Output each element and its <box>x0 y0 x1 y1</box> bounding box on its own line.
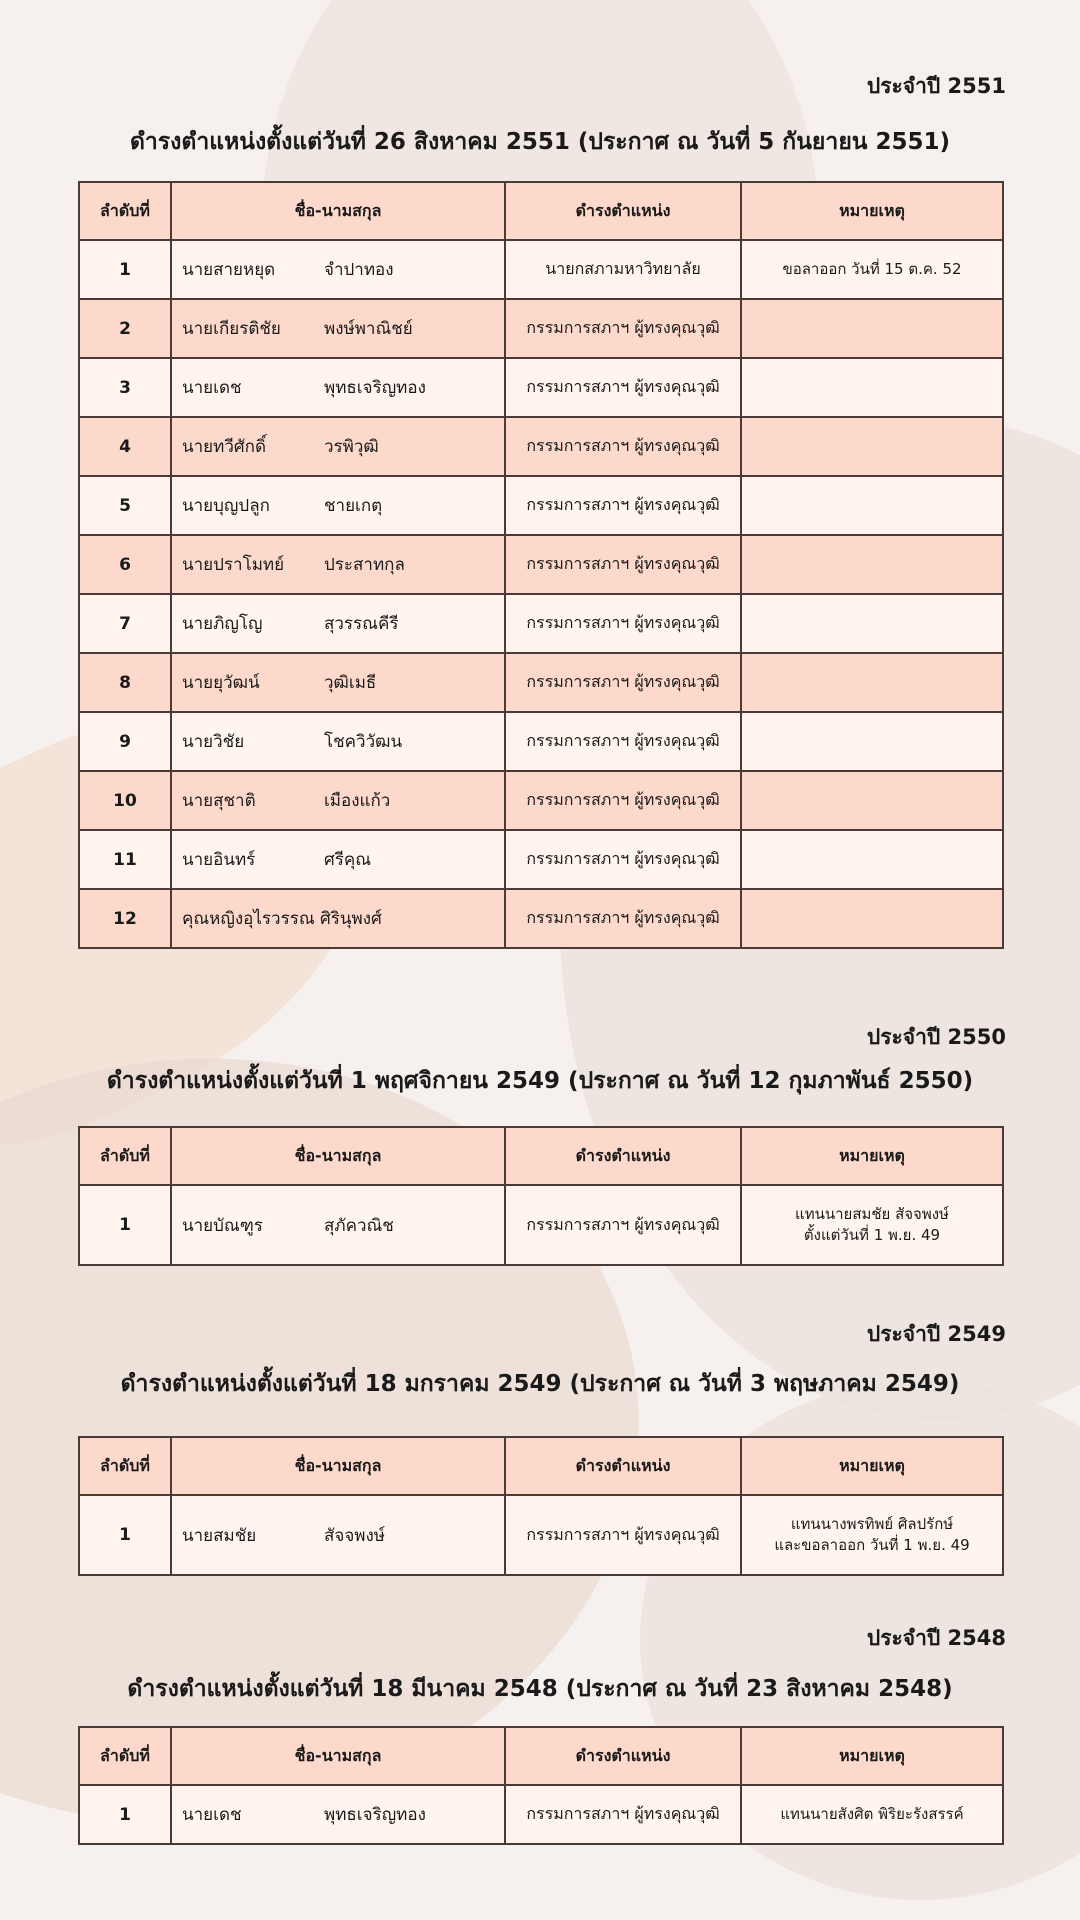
column-header: ชื่อ-นามสกุล <box>171 1127 505 1185</box>
section-heading: ดำรงตำแหน่งตั้งแต่วันที่ 18 มกราคม 2549 (ประกาศ ณ วันที่ 3 พฤษภาคม 2549) <box>120 1371 960 1397</box>
member-name <box>171 594 505 653</box>
table-row <box>79 1785 1003 1844</box>
first-name: นายเดช <box>182 1805 242 1825</box>
row-number: 1 <box>79 1185 171 1265</box>
row-number: 3 <box>79 358 171 417</box>
note <box>741 594 1003 653</box>
table-row <box>79 299 1003 358</box>
roster-table-2551 <box>78 181 1004 949</box>
note <box>741 712 1003 771</box>
column-header: ลำดับที่ <box>79 182 171 240</box>
table-row <box>79 1495 1003 1575</box>
table-row <box>79 535 1003 594</box>
member-name <box>171 1785 505 1844</box>
member-name <box>171 417 505 476</box>
first-name: นายปราโมทย์ <box>182 555 285 575</box>
position: กรรมการสภาฯ ผู้ทรงคุณวุฒิ <box>505 299 741 358</box>
column-header: ชื่อ-นามสกุล <box>171 182 505 240</box>
member-name <box>171 1495 505 1575</box>
roster-table-2549 <box>78 1436 1004 1576</box>
first-name: นายบัณฑูร <box>182 1215 263 1236</box>
table-row <box>79 417 1003 476</box>
member-name <box>171 653 505 712</box>
table-row <box>79 594 1003 653</box>
position: กรรมการสภาฯ ผู้ทรงคุณวุฒิ <box>505 653 741 712</box>
header-row <box>79 1437 1003 1495</box>
row-number: 1 <box>79 240 171 299</box>
position: กรรมการสภาฯ ผู้ทรงคุณวุฒิ <box>505 712 741 771</box>
note <box>741 1185 1003 1265</box>
table-row <box>79 1185 1003 1265</box>
table-row <box>79 358 1003 417</box>
member-name <box>171 358 505 417</box>
column-header: ดำรงตำแหน่ง <box>505 1727 741 1785</box>
last-name: ศรีคุณ <box>324 850 372 870</box>
table-row <box>79 476 1003 535</box>
position: กรรมการสภาฯ ผู้ทรงคุณวุฒิ <box>505 358 741 417</box>
note <box>741 771 1003 830</box>
row-number: 1 <box>79 1495 171 1575</box>
column-header: หมายเหตุ <box>741 1437 1003 1495</box>
row-number: 9 <box>79 712 171 771</box>
column-header: ชื่อ-นามสกุล <box>171 1727 505 1785</box>
last-name: เมืองแก้ว <box>324 791 391 811</box>
position: นายกสภามหาวิทยาลัย <box>505 240 741 299</box>
section-heading: ดำรงตำแหน่งตั้งแต่วันที่ 18 มีนาคม 2548 (ประกาศ ณ วันที่ 23 สิงหาคม 2548) <box>127 1676 953 1702</box>
note <box>741 830 1003 889</box>
column-header: ลำดับที่ <box>79 1127 171 1185</box>
last-name: โชควิวัฒน <box>324 732 403 752</box>
row-number: 2 <box>79 299 171 358</box>
column-header: หมายเหตุ <box>741 182 1003 240</box>
note-line: ตั้งแต่วันที่ 1 พ.ย. 49 <box>803 1226 941 1244</box>
row-number: 8 <box>79 653 171 712</box>
first-name: นายทวีศักดิ์ <box>182 437 267 457</box>
header-row <box>79 1127 1003 1185</box>
member-name <box>171 889 505 948</box>
first-name: นายภิญโญ <box>182 614 263 634</box>
table-row <box>79 830 1003 889</box>
note <box>741 476 1003 535</box>
column-header: ดำรงตำแหน่ง <box>505 1437 741 1495</box>
position: กรรมการสภาฯ ผู้ทรงคุณวุฒิ <box>505 594 741 653</box>
year-label: ประจำปี 2548 <box>866 1626 1006 1650</box>
column-header: ลำดับที่ <box>79 1437 171 1495</box>
roster-table-2548 <box>78 1726 1004 1845</box>
note <box>741 653 1003 712</box>
position: กรรมการสภาฯ ผู้ทรงคุณวุฒิ <box>505 417 741 476</box>
first-name: นายสมชัย <box>182 1525 257 1546</box>
note-line: แทนนายสมชัย สัจจพงษ์ <box>795 1205 949 1223</box>
first-name: นายเกียรติชัย <box>182 319 281 339</box>
note: แทนนายสังศิต พิริยะรังสรรค์ <box>741 1785 1003 1844</box>
position: กรรมการสภาฯ ผู้ทรงคุณวุฒิ <box>505 830 741 889</box>
position: กรรมการสภาฯ ผู้ทรงคุณวุฒิ <box>505 535 741 594</box>
column-header: ชื่อ-นามสกุล <box>171 1437 505 1495</box>
last-name: ประสาทกุล <box>324 555 405 575</box>
row-number: 12 <box>79 889 171 948</box>
note <box>741 535 1003 594</box>
position: กรรมการสภาฯ ผู้ทรงคุณวุฒิ <box>505 476 741 535</box>
section-heading: ดำรงตำแหน่งตั้งแต่วันที่ 1 พฤศจิกายน 2549 (ประกาศ ณ วันที่ 12 กุมภาพันธ์ 2550) <box>106 1068 974 1094</box>
first-name: นายเดช <box>182 378 242 398</box>
row-number: 11 <box>79 830 171 889</box>
last-name: สุภัควณิช <box>324 1215 394 1236</box>
first-name: นายสุชาติ <box>182 791 256 811</box>
row-number: 5 <box>79 476 171 535</box>
member-name <box>171 535 505 594</box>
column-header: หมายเหตุ <box>741 1727 1003 1785</box>
last-name: พุทธเจริญทอง <box>324 378 426 398</box>
member-name <box>171 476 505 535</box>
header-row <box>79 182 1003 240</box>
row-number: 6 <box>79 535 171 594</box>
member-name <box>171 712 505 771</box>
position: กรรมการสภาฯ ผู้ทรงคุณวุฒิ <box>505 1495 741 1575</box>
section-heading: ดำรงตำแหน่งตั้งแต่วันที่ 26 สิงหาคม 2551 (ประกาศ ณ วันที่ 5 กันยายน 2551) <box>129 129 951 155</box>
note <box>741 889 1003 948</box>
last-name: พุทธเจริญทอง <box>324 1805 426 1825</box>
note <box>741 1495 1003 1575</box>
member-name <box>171 299 505 358</box>
row-number: 7 <box>79 594 171 653</box>
member-name <box>171 830 505 889</box>
position: กรรมการสภาฯ ผู้ทรงคุณวุฒิ <box>505 1785 741 1844</box>
row-number: 10 <box>79 771 171 830</box>
position: กรรมการสภาฯ ผู้ทรงคุณวุฒิ <box>505 1185 741 1265</box>
column-header: หมายเหตุ <box>741 1127 1003 1185</box>
first-name: นายสายหยุด <box>182 260 276 280</box>
first-name: นายยุวัฒน์ <box>182 673 260 693</box>
table-row <box>79 889 1003 948</box>
note: ขอลาออก วันที่ 15 ต.ค. 52 <box>741 240 1003 299</box>
roster-table-2550 <box>78 1126 1004 1266</box>
row-number: 1 <box>79 1785 171 1844</box>
last-name: วรพิวุฒิ <box>324 437 379 457</box>
note <box>741 358 1003 417</box>
first-name: นายวิชัย <box>182 732 245 752</box>
member-name <box>171 1185 505 1265</box>
position: กรรมการสภาฯ ผู้ทรงคุณวุฒิ <box>505 889 741 948</box>
year-label: ประจำปี 2551 <box>866 74 1006 98</box>
table-row <box>79 771 1003 830</box>
table-row <box>79 240 1003 299</box>
last-name: วุฒิเมธี <box>324 673 377 693</box>
last-name: ชายเกตุ <box>324 496 383 516</box>
first-name: นายอินทร์ <box>182 850 256 870</box>
header-row <box>79 1727 1003 1785</box>
note <box>741 299 1003 358</box>
year-label: ประจำปี 2549 <box>866 1322 1006 1346</box>
row-number: 4 <box>79 417 171 476</box>
member-name <box>171 771 505 830</box>
column-header: ลำดับที่ <box>79 1727 171 1785</box>
note <box>741 417 1003 476</box>
last-name: พงษ์พาณิชย์ <box>324 319 413 339</box>
position: กรรมการสภาฯ ผู้ทรงคุณวุฒิ <box>505 771 741 830</box>
last-name: สัจจพงษ์ <box>324 1525 386 1546</box>
last-name: จำปาทอง <box>324 260 394 280</box>
first-name: คุณหญิงอุไรวรรณ ศิรินุพงศ์ <box>182 909 382 929</box>
column-header: ดำรงตำแหน่ง <box>505 182 741 240</box>
last-name: สุวรรณคีรี <box>324 614 399 634</box>
first-name: นายบุญปลูก <box>182 496 270 516</box>
table-row <box>79 712 1003 771</box>
year-label: ประจำปี 2550 <box>866 1025 1006 1049</box>
column-header: ดำรงตำแหน่ง <box>505 1127 741 1185</box>
member-name <box>171 240 505 299</box>
note-line: แทนนางพรทิพย์ ศิลปรักษ์ <box>790 1515 954 1533</box>
note-line: และขอลาออก วันที่ 1 พ.ย. 49 <box>774 1536 970 1554</box>
table-row <box>79 653 1003 712</box>
